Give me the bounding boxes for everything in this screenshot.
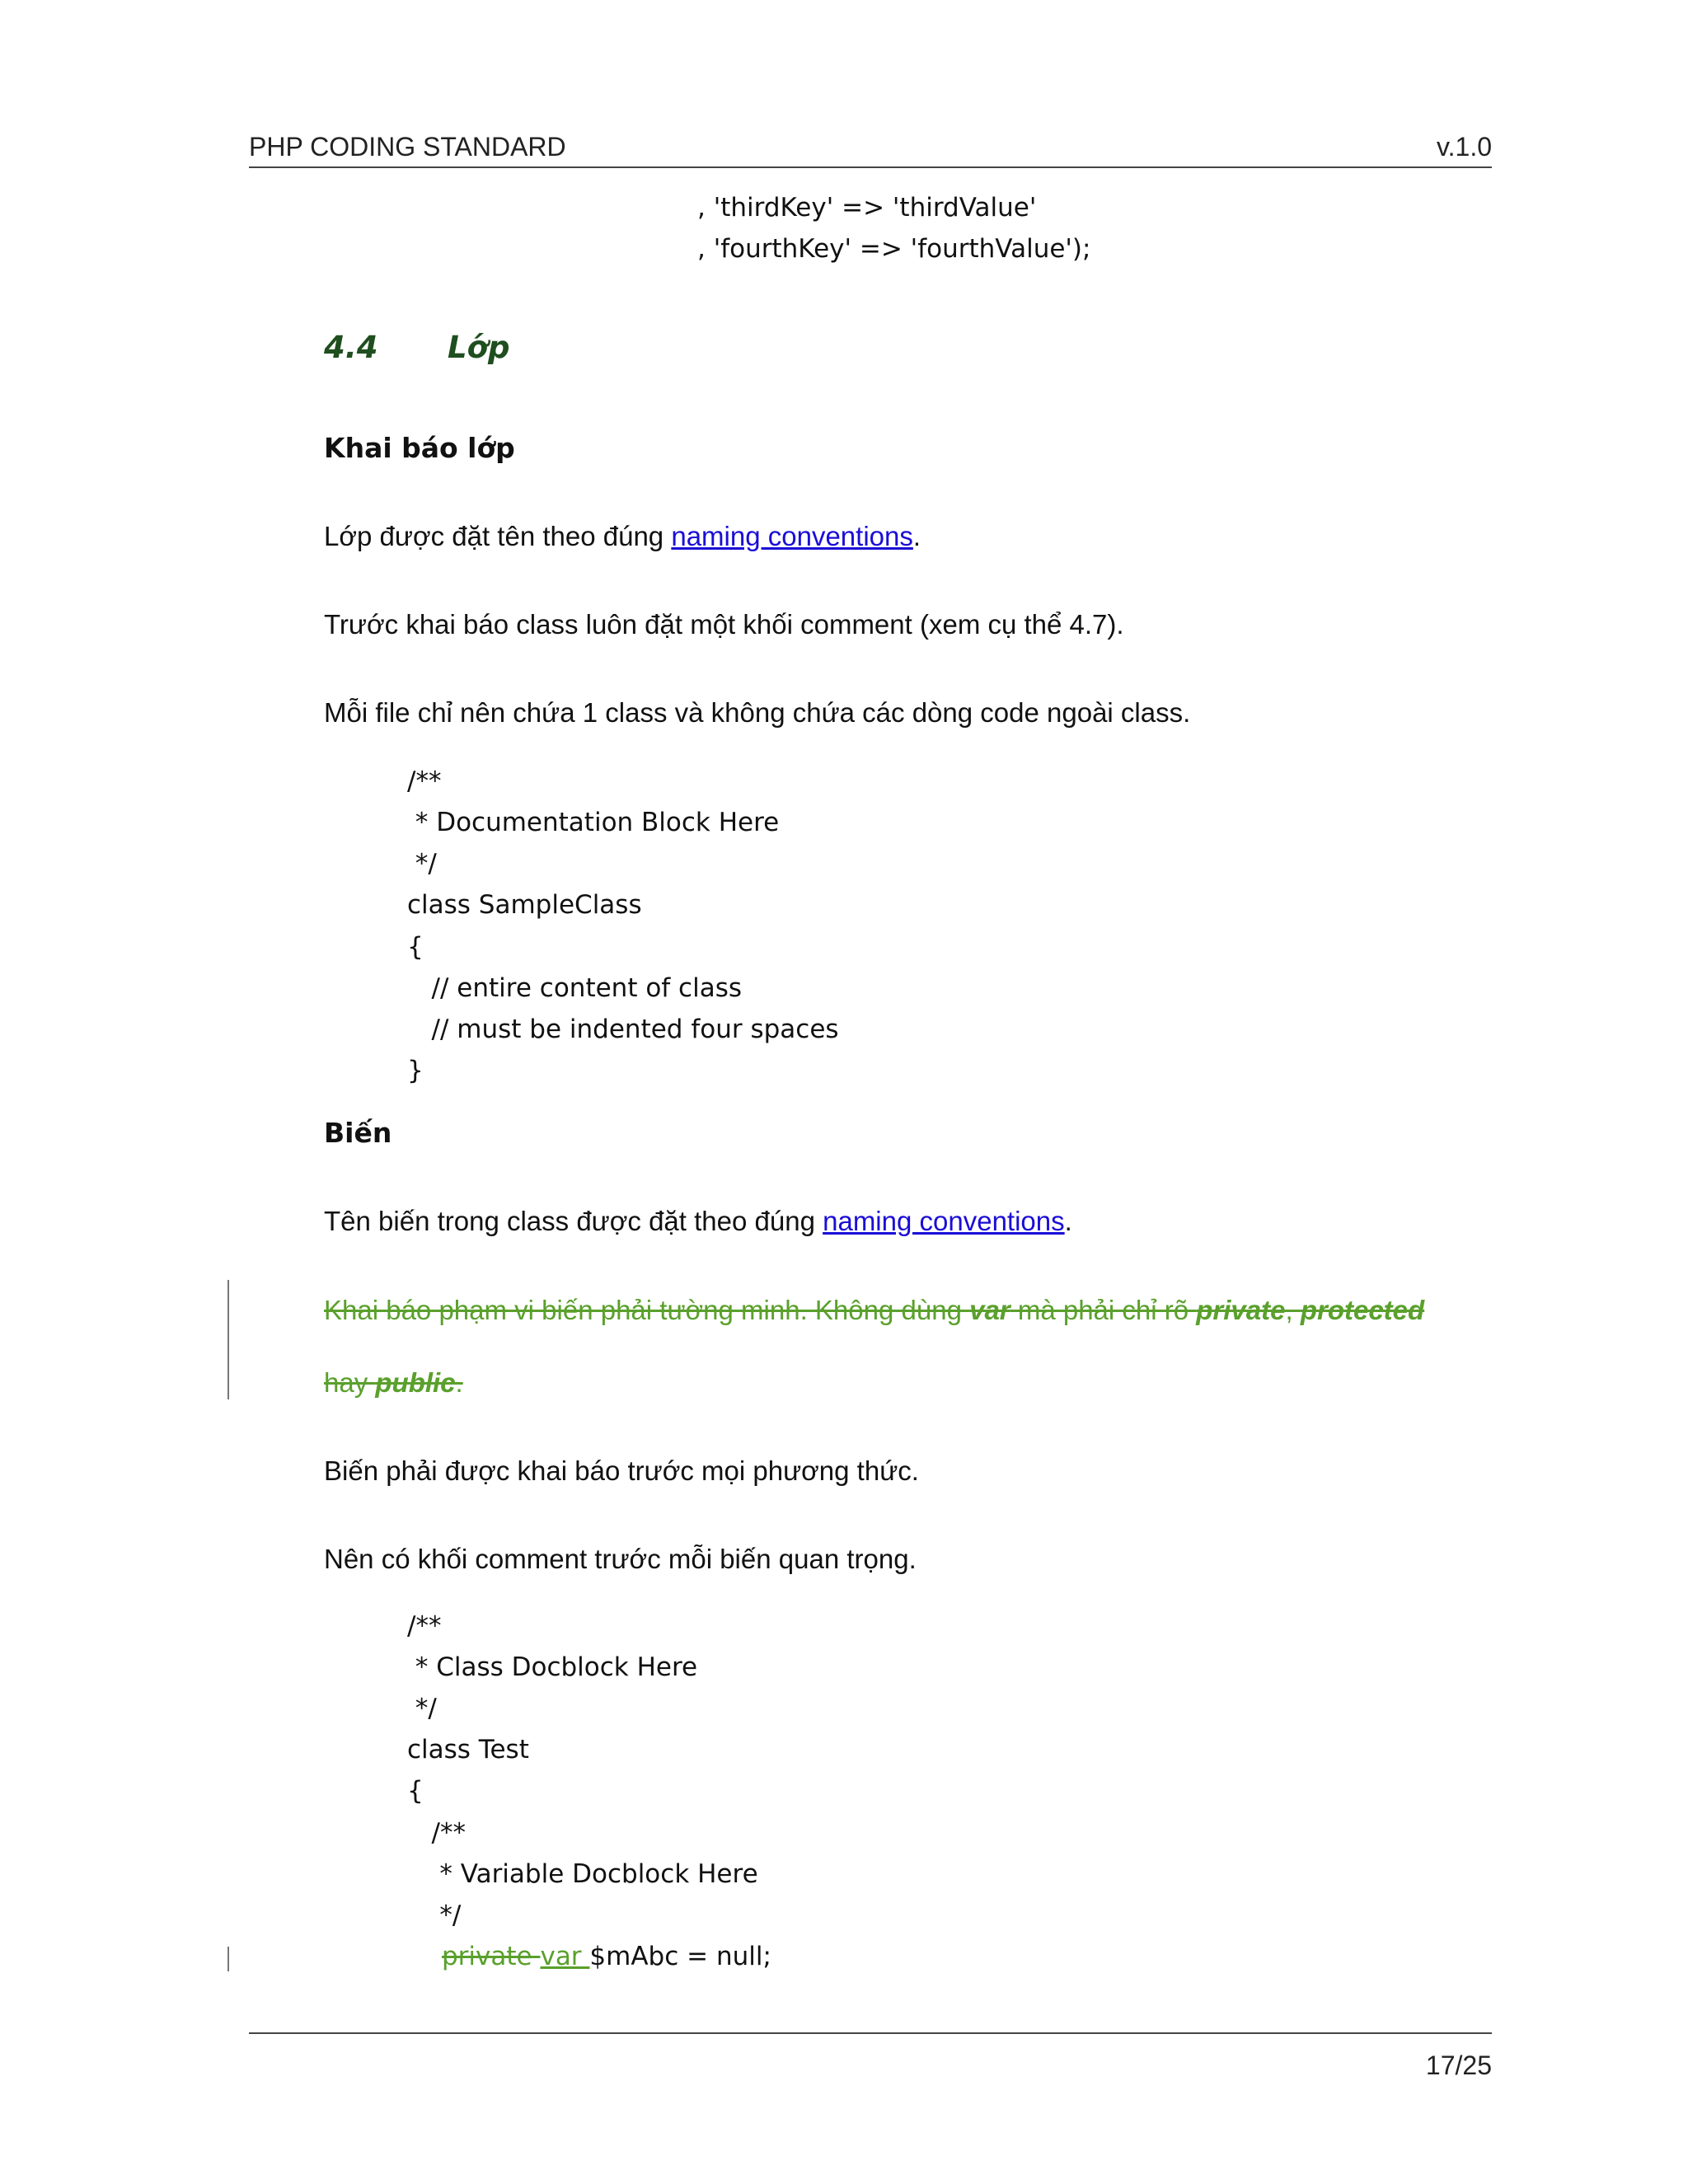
code-line: * Documentation Block Here	[407, 808, 780, 837]
naming-conventions-link[interactable]: naming conventions	[823, 1206, 1065, 1236]
code-line: class SampleClass	[407, 890, 642, 920]
code-line	[442, 1942, 771, 1971]
deleted-keyword: private	[442, 1942, 541, 1971]
deleted-text	[324, 1295, 1424, 1326]
paragraph: Biến phải được khai báo trước mọi phương thức.	[324, 1455, 919, 1486]
deleted-text-part: hay	[324, 1367, 376, 1398]
code-line: */	[407, 849, 437, 879]
code-line: }	[407, 1056, 424, 1085]
header-title: PHP CODING STANDARD	[249, 132, 566, 162]
code-line: {	[407, 1776, 424, 1806]
code-line: */	[407, 1900, 462, 1930]
deleted-keyword: public	[375, 1367, 456, 1398]
paragraph-text: .	[912, 521, 921, 551]
code-line: /**	[407, 766, 442, 796]
deleted-text-part: .	[455, 1367, 463, 1398]
code-line: /**	[407, 1611, 442, 1641]
code-line: */	[407, 1694, 437, 1723]
code-line: * Class Docblock Here	[407, 1652, 698, 1682]
paragraph	[324, 521, 921, 552]
naming-conventions-link[interactable]: naming conventions	[671, 521, 913, 551]
section-number: 4.4	[324, 330, 378, 365]
code-line: /**	[407, 1818, 467, 1848]
inserted-keyword: var	[540, 1942, 590, 1971]
code-line: * Variable Docblock Here	[407, 1859, 758, 1889]
page-footer	[249, 2032, 1492, 2080]
deleted-keyword: protected	[1300, 1295, 1425, 1325]
paragraph: Trước khai báo class luôn đặt một khối comment (xem cụ thể 4.7).	[324, 609, 1124, 640]
deleted-text-part: mà phải chỉ rõ	[1010, 1295, 1197, 1325]
code-line: , 'thirdKey' => 'thirdValue'	[697, 193, 1037, 223]
section-heading	[324, 330, 509, 365]
header-version: v.1.0	[1437, 132, 1492, 162]
subheading-variables: Biến	[324, 1117, 392, 1149]
change-bar	[227, 1280, 229, 1399]
page-header	[249, 129, 1492, 168]
code-text: $mAbc = null;	[589, 1942, 771, 1971]
section-title: Lớp	[448, 330, 510, 365]
deleted-text-part: ,	[1285, 1295, 1301, 1325]
paragraph	[324, 1206, 1072, 1237]
change-bar	[227, 1947, 229, 1971]
paragraph-text: Lớp được đặt tên theo đúng	[324, 521, 672, 551]
subheading-class-declaration: Khai báo lớp	[324, 432, 515, 464]
code-line: {	[407, 932, 424, 962]
paragraph-text: Tên biến trong class được đặt theo đúng	[324, 1206, 823, 1236]
code-line: class Test	[407, 1735, 529, 1765]
paragraph-text: .	[1064, 1206, 1072, 1236]
deleted-keyword: var	[969, 1295, 1010, 1325]
paragraph: Nên có khối comment trước mỗi biến quan trọng.	[324, 1544, 917, 1574]
paragraph: Mỗi file chỉ nên chứa 1 class và không chứa các dòng code ngoài class.	[324, 697, 1191, 728]
code-line: // must be indented four spaces	[407, 1015, 839, 1044]
deleted-text	[324, 1367, 463, 1399]
deleted-text-part: Khai báo phạm vi biến phải tường minh. Không dùng	[324, 1295, 970, 1325]
page-number: 17/25	[1425, 2050, 1492, 2080]
code-line: , 'fourthKey' => 'fourthValue');	[697, 234, 1091, 264]
code-line: // entire content of class	[407, 973, 743, 1003]
deleted-keyword: private	[1196, 1295, 1286, 1325]
